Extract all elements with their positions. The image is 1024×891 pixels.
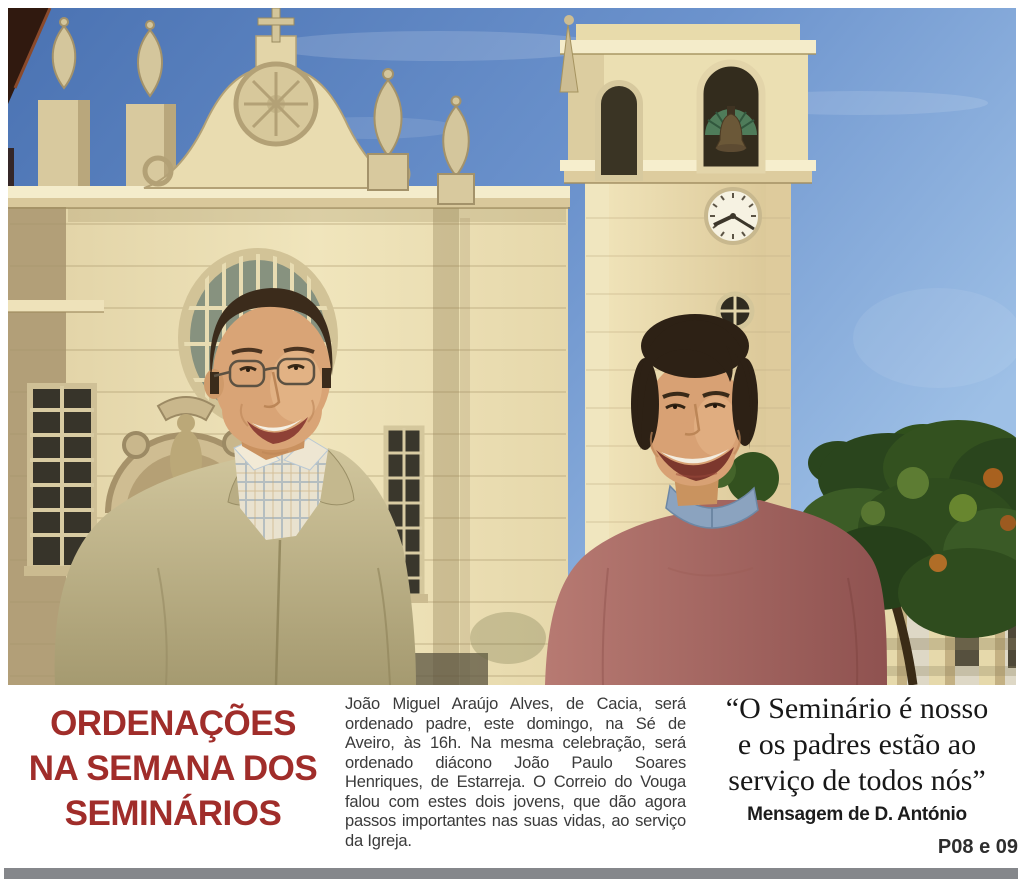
belfry-arch-front xyxy=(700,63,762,170)
quote-line-1: “O Seminário é nosso xyxy=(725,692,989,725)
quote-line-3: serviço de todos nós” xyxy=(728,764,986,797)
clock-face xyxy=(706,189,760,243)
divider-bar xyxy=(4,868,1018,879)
headline-line-2: NA SEMANA DOS xyxy=(28,749,318,788)
quote-attribution: Mensagem de D. António xyxy=(747,804,967,825)
pull-quote xyxy=(692,691,1022,799)
article-lead: João Miguel Araújo Alves, de Cacia, será ordenado padre, este domingo, na Sé de Aveiro, às 16h. Na mesma celebração, será ordenado diácono João Paulo Soares Henriques, de Estarreja. O Correio do Vouga falou com estes dois jovens, que dão agora passos importantes nas suas vidas, ao serviço da Igreja. xyxy=(345,695,686,850)
lead-photo-illustration xyxy=(8,8,1016,685)
leaf-shadow xyxy=(470,612,546,664)
rose-window-relief xyxy=(236,64,316,144)
page-reference: P08 e 09 xyxy=(937,836,1018,858)
lead-photo xyxy=(8,8,1016,685)
headline-line-1: ORDENAÇÕES xyxy=(50,704,296,743)
headline-line-3: SEMINÁRIOS xyxy=(64,794,282,833)
headline xyxy=(0,701,346,836)
belfry-arch-side xyxy=(598,83,640,178)
quote-line-2: e os padres estão ao xyxy=(737,728,977,761)
